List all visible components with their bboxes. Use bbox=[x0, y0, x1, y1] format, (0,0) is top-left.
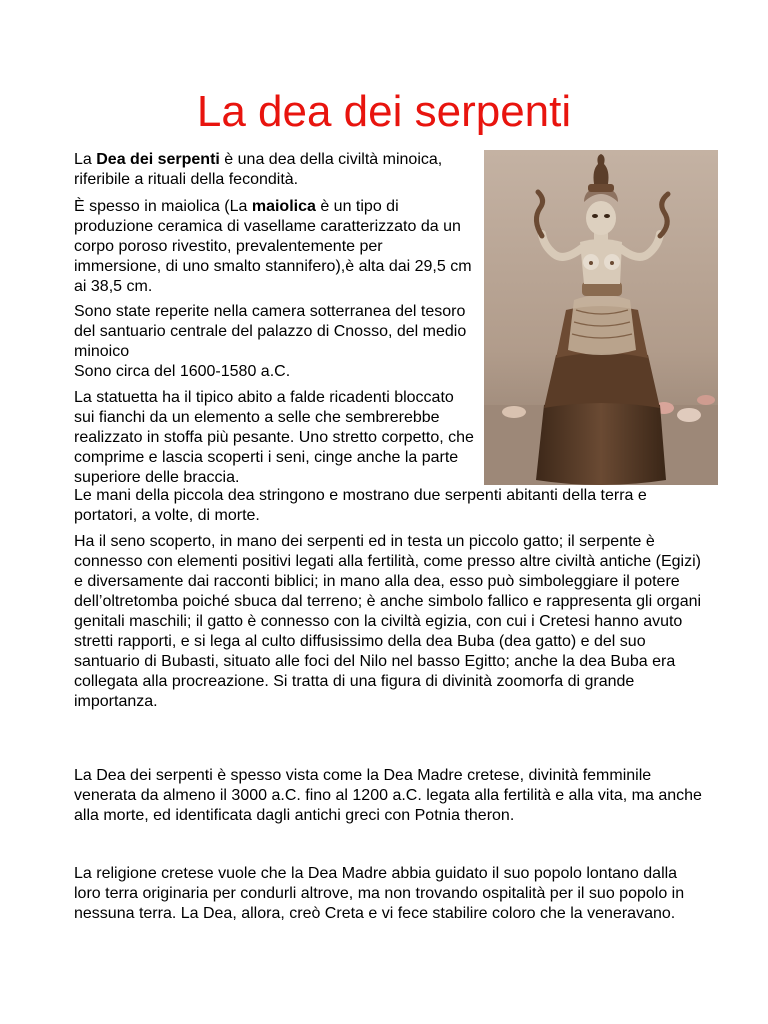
paragraph-dress: La statuetta ha il tipico abito a falde ricadenti bloccato sui fianchi da un elemento a selle che sembrerebbe realizzato in stoffa più pesante. Uno stretto corpetto, che comprime e lascia scoperti i seni, cinge anche la parte superiore delle braccia. bbox=[74, 389, 474, 486]
shell-right-2 bbox=[677, 408, 701, 422]
paragraph-intro bbox=[74, 150, 474, 190]
page-title: La dea dei serpenti bbox=[196, 87, 572, 136]
shell-right-3 bbox=[697, 395, 715, 405]
skirt-middle bbox=[544, 350, 660, 408]
paragraph-mother-goddess: La Dea dei serpenti è spesso vista come la Dea Madre cretese, divinità femminile venerata da almeno il 3000 a.C. fino al 1200 a.C. legata alla fertilità e alla vita, ma anche alla morte, ed identificata dagli antichi greci con Potnia theron. bbox=[74, 767, 702, 824]
paragraph-religion: La religione cretese vuole che la Dea Madre abbia guidato il suo popolo lontano dalla loro terra originaria per condurli altrove, ma non trovando ospitalità per il suo popolo in nessuna terra. La Dea, allora, creò Creta e vi fece stabilire coloro che la veneravano. bbox=[74, 865, 685, 922]
maiolica-text-end: è un tipo di produzione ceramica di vasellame caratterizzato da un corpo poroso rivestito, prevalentemente per immersione, di uno smalto stannifero),è alta dai 29,5 cm ai 38,5 cm. bbox=[74, 198, 472, 295]
dating-line: Sono circa del 1600-1580 a.C. bbox=[74, 363, 291, 380]
waist-belt bbox=[582, 282, 622, 296]
head bbox=[586, 201, 616, 235]
paragraph-hands: Le mani della piccola dea stringono e mostrano due serpenti abitanti della terra e portatori, a volte, di morte. bbox=[74, 487, 647, 524]
paragraph-discovery bbox=[74, 302, 474, 382]
intro-bold-term: Dea dei serpenti bbox=[96, 151, 220, 168]
discovery-line: Sono state reperite nella camera sotterranea del tesoro del santuario centrale del palazzo di Cnosso, del medio minoico bbox=[74, 303, 467, 360]
snake-goddess-image bbox=[484, 150, 718, 485]
paragraph-maiolica bbox=[74, 197, 474, 297]
intro-text-start: La bbox=[74, 151, 97, 168]
apron bbox=[568, 295, 636, 355]
paragraph-symbolism: Ha il seno scoperto, in mano dei serpenti ed in testa un piccolo gatto; il serpente è connesso con elementi positivi legati alla fertilità, come presso altre civiltà antiche (Egizi) e diversamente dai racconti biblici; in mano alla dea, esso può simboleggiare il potere dell’oltretomba poiché sbuca dal terreno; è anche simbolo fallico e rappresenta gli organi genitali maschili; il gatto è connesso con la civiltà egizia, con cui i Cretesi hanno avuto stretti rapporti, e si lega al culto diffusissimo della dea Buba (dea gatto) e del suo santuario di Bubasti, situato alle foci del Nilo nel basso Egitto; anche la dea Buba era collegata alla procreazione. Si tratta di una figura di divinità zoomorfa di grande importanza. bbox=[74, 533, 702, 710]
skirt-lower bbox=[536, 398, 666, 486]
intro-text-end: è una dea della civiltà minoica, riferibile a rituali della fecondità. bbox=[74, 151, 443, 188]
shell-left bbox=[502, 406, 526, 418]
maiolica-bold-term: maiolica bbox=[251, 198, 316, 215]
maiolica-text-start: È spesso in maiolica (La bbox=[74, 198, 252, 215]
